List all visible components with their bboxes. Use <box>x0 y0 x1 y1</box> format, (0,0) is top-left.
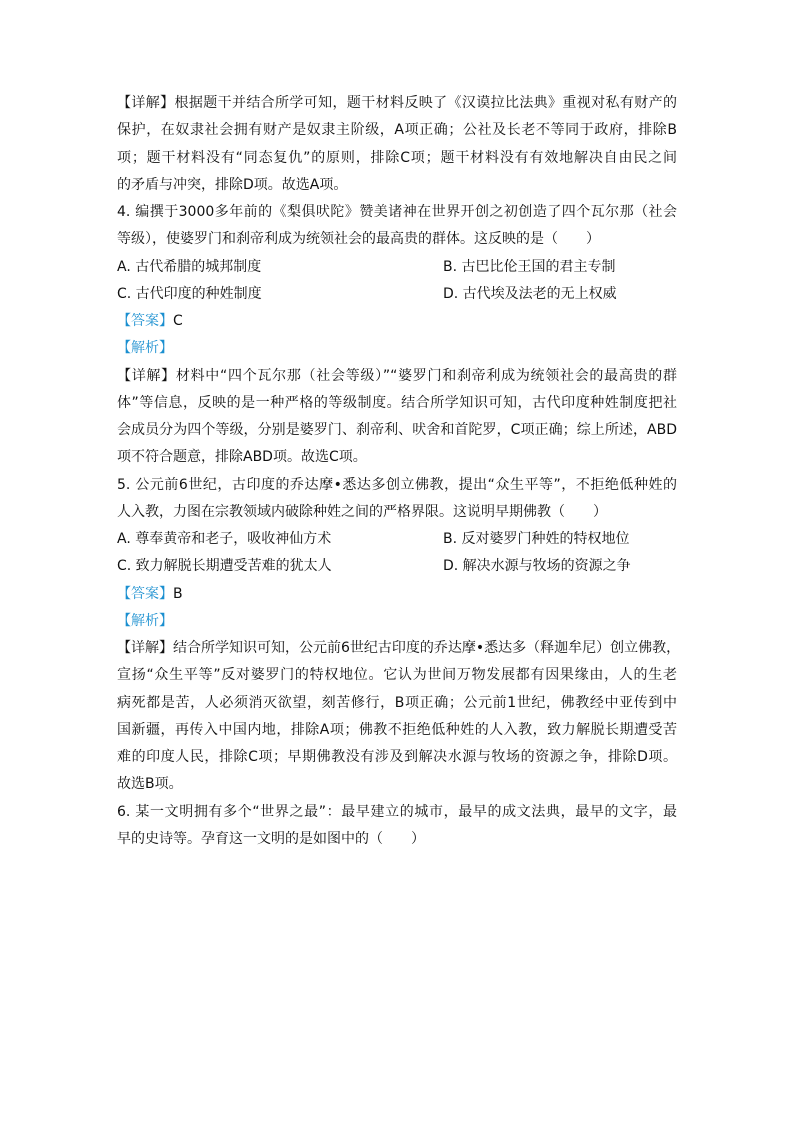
q5-detail-line: 宣扬“众生平等”反对婆罗门的特权地位。它认为世间万物发展都有因果缘由，人的生老 <box>117 667 677 684</box>
q4-analysis-label: 【解析】 <box>117 340 173 357</box>
q5-stem-line: 5. 公元前6世纪，古印度的乔达摩•悉达多创立佛教，提出“众生平等”，不拒绝低种姓的 <box>117 476 677 493</box>
document-page <box>117 90 681 853</box>
q5-answer <box>117 581 677 608</box>
q5-detail-line: 病死都是苦，人必须消灭欲望，刻苦修行，B项正确；公元前1世纪，佛教经中亚传到中 <box>117 694 677 711</box>
q3-detail-line: 的矛盾与冲突，排除D项。故选A项。 <box>117 176 348 193</box>
answer-label: 【答案】 <box>117 313 173 329</box>
q5-detail-line: 故选B项。 <box>117 776 183 793</box>
q4-stem-line: 4. 编撰于3000多年前的《梨俱吠陀》赞美诸神在世界开创之初创造了四个瓦尔那（社会 <box>117 204 677 220</box>
q4-stem-line: 等级），使婆罗门和刹帝利成为统领社会的最高贵的群体。这反映的是（ ） <box>117 231 600 248</box>
q5-detail-line: 【详解】结合所学知识可知，公元前6世纪古印度的乔达摩•悉达多（释迦牟尼）创立佛教， <box>117 640 681 656</box>
q5-option-a: A. 尊奉黄帝和老子，吸收神仙方术 <box>117 531 332 547</box>
q4-option-a: A. 古代希腊的城邦制度 <box>117 258 262 275</box>
q4-options-row <box>117 281 677 308</box>
q4-detail-line: 【详解】材料中“四个瓦尔那（社会等级）”“婆罗门和刹帝利成为统领社会的最高贵的群 <box>117 367 677 384</box>
answer-value: C <box>173 313 183 329</box>
q4-options-row <box>117 254 677 281</box>
q4-option-b: B. 古巴比伦王国的君主专制 <box>443 258 616 275</box>
q5-analysis-label: 【解析】 <box>117 612 173 629</box>
answer-label: 【答案】 <box>117 585 173 602</box>
q3-detail-line: 【详解】根据题干并结合所学可知，题干材料反映了《汉谟拉比法典》重视对私有财产的 <box>117 95 677 111</box>
q6-stem-line: 6. 某一文明拥有多个“世界之最”：最早建立的城市，最早的成文法典，最早的文字，最 <box>117 803 677 820</box>
answer-value: B <box>173 585 183 602</box>
q6-stem-line: 早的史诗等。孕育这一文明的是如图中的（ ） <box>117 830 425 847</box>
q5-option-c: C. 致力解脱长期遭受苦难的犹太人 <box>117 558 332 575</box>
q5-stem-line: 人入教，力图在宗教领域内破除种姓之间的严格界限。这说明早期佛教（ ） <box>117 503 607 520</box>
q4-answer <box>117 308 677 335</box>
q4-option-d: D. 古代埃及法老的无上权威 <box>443 285 617 302</box>
q5-detail-line: 难的印度人民，排除C项；早期佛教没有涉及到解决水源与牧场的资源之争，排除D项。 <box>117 749 677 765</box>
q4-option-c: C. 古代印度的种姓制度 <box>117 285 262 302</box>
q3-detail-line: 项；题干材料没有“同态复仇”的原则，排除C项；题干材料没有有效地解决自由民之间 <box>117 149 677 166</box>
q5-option-d: D. 解决水源与牧场的资源之争 <box>443 558 631 575</box>
q5-option-b: B. 反对婆罗门种姓的特权地位 <box>443 531 630 547</box>
q5-options-row <box>117 526 677 553</box>
q4-detail-line: 体”等信息，反映的是一种严格的等级制度。结合所学知识可知，古代印度种姓制度把社 <box>117 394 677 411</box>
q4-detail-line: 项不符合题意，排除ABD项。故选C项。 <box>117 449 367 466</box>
q4-detail-line: 会成员分为四个等级，分别是婆罗门、刹帝利、吠舍和首陀罗，C项正确；综上所述，ABD <box>117 422 677 438</box>
q5-options-row <box>117 553 677 580</box>
q3-detail-line: 保护，在奴隶社会拥有财产是奴隶主阶级，A项正确；公社及长老不等同于政府，排除B <box>117 122 677 139</box>
q5-detail-line: 国新疆，再传入中国内地，排除A项；佛教不拒绝低种姓的人入教，致力解脱长期遭受苦 <box>117 721 677 738</box>
